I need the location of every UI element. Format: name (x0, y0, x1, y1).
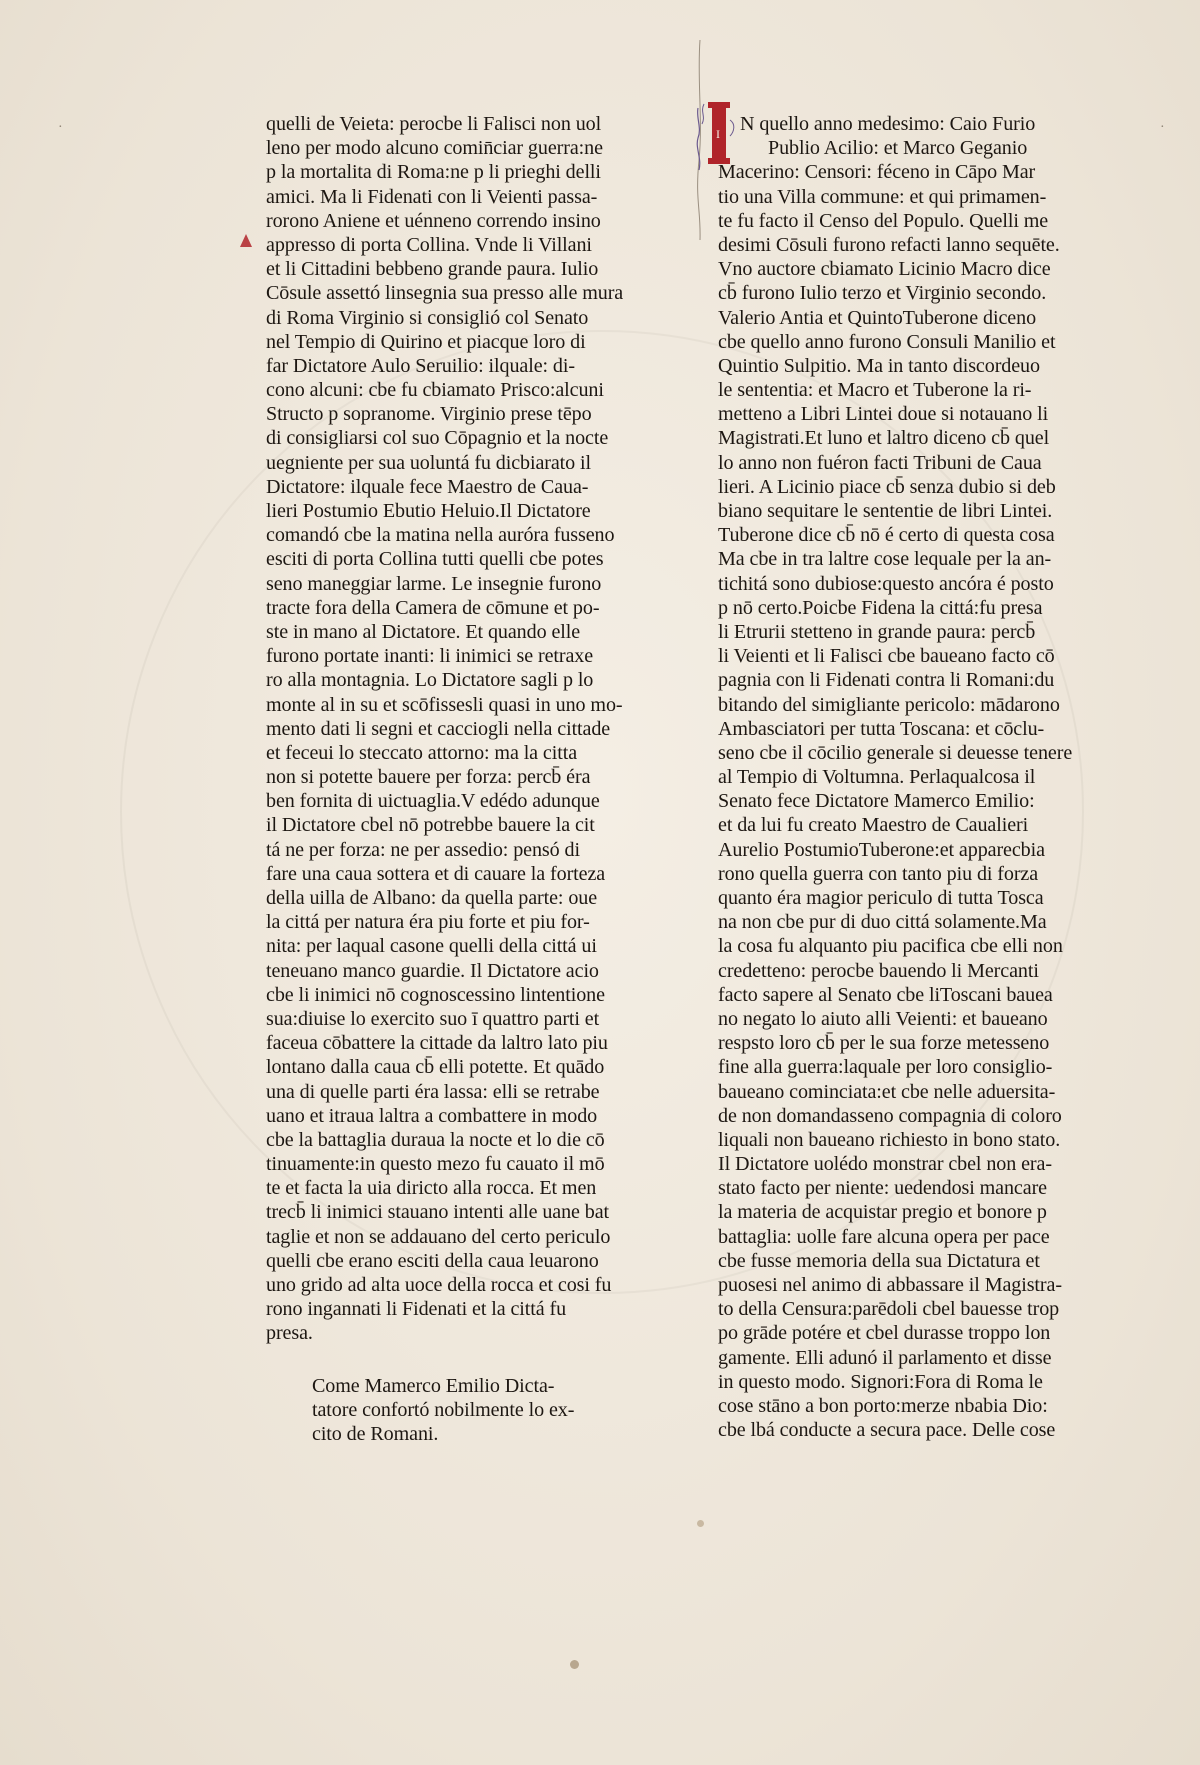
text-line: ro alla montagnia. Lo Dictatore sagli p lo (266, 669, 594, 692)
text-line: et da lui fu creato Maestro de Caualieri (718, 814, 1029, 837)
text-line: leno per modo alcuno comin̄ciar guerra:ne (266, 137, 603, 160)
text-line: Il Dictatore uolédo monstrar cbel non era- (718, 1153, 1052, 1176)
red-paragraph-mark (237, 232, 255, 250)
text-line: cbe fusse memoria della sua Dictatura et (718, 1249, 1040, 1272)
text-line: lo anno non fuéron facti Tribuni de Caua (718, 451, 1042, 474)
text-line: uegniente per sua uoluntá fu dicbiarato il (266, 451, 592, 474)
text-line: lieri. A Licinio piace cb̄ senza dubio si deb (718, 475, 1056, 498)
text-line: monte al in su et scōfissesli quasi in uno mo- (266, 693, 623, 716)
text-line: una di quelle parti éra lassa: elli se retrabe (266, 1080, 600, 1103)
right-column-text (718, 112, 1084, 1442)
text-line: battaglia: uolle fare alcuna opera per pace (718, 1225, 1050, 1248)
text-line: credetteno: perocbe bauendo li Mercanti (718, 959, 1039, 982)
text-line: di consigliarsi col suo Cōpagnio et la nocte (266, 427, 609, 450)
text-line: di Roma Virginio si consiglió col Senato (266, 306, 589, 329)
text-line: puosesi nel animo di abbassare il Magistra- (718, 1274, 1062, 1296)
text-line: po grāde potére et cbel durasse troppo lon (718, 1322, 1051, 1345)
text-line: p nō certo.Poicbe Fidena la cittá:fu presa (718, 596, 1043, 619)
text-line: il Dictatore cbel nō potrebbe bauere la cit (266, 814, 595, 837)
text-line: amici. Ma li Fidenati con li Veienti passa- (266, 185, 598, 208)
text-line: facto sapere al Senato cbe liToscani bauea (718, 983, 1053, 1006)
text-line: de non domandasseno compagnia di coloro (718, 1104, 1062, 1127)
text-line: nel Tempio di Quirino et piacque loro di (266, 330, 586, 353)
text-line: esciti di porta Collina tutti quelli cbe potes (266, 548, 604, 571)
text-line: ben fornita di uictuaglia.V edédo adunque (266, 790, 600, 813)
paper-stain (697, 1520, 704, 1527)
heading-line: Come Mamerco Emilio Dicta- (312, 1374, 555, 1397)
text-line: Quintio Sulpitio. Ma in tanto discordeuo (718, 354, 1040, 377)
text-line: te fu facto il Censo del Populo. Quelli me (718, 209, 1049, 232)
text-line: quanto éra magior periculo di tutta Tosca (718, 887, 1044, 909)
text-line: quelli de Veieta: perocbe li Falisci non uol (266, 113, 602, 135)
text-line: Vno auctore cbiamato Licinio Macro dice (718, 258, 1051, 281)
text-line: tracte fora della Camera de cōmune et po- (266, 596, 600, 619)
text-line: cbe lbá conducte a secura pace. Delle cose (718, 1419, 1056, 1442)
text-line: appresso di porta Collina. Vnde li Villani (266, 233, 592, 256)
text-line: N quello anno medesimo: Caio Furio (740, 113, 1036, 135)
text-line: taglie et non se addauano del certo periculo (266, 1225, 611, 1248)
text-line: fine alla guerra:laquale per loro consiglio- (718, 1056, 1053, 1079)
text-line: quelli cbe erano esciti della caua leuarono (266, 1249, 599, 1272)
text-line: presa. (266, 1322, 313, 1345)
heading-line: tatore confortó nobilmente lo ex- (312, 1398, 575, 1421)
text-line: p la mortalita di Roma:ne p li prieghi delli (266, 161, 601, 184)
text-line: Structo p sopranome. Virginio prese tēpo (266, 403, 592, 426)
text-line: cono alcuni: cbe fu cbiamato Prisco:alcuni (266, 379, 604, 402)
text-line: la materia de acquistar pregio et bonore p (718, 1201, 1047, 1224)
text-line: cose stāno a bon porto:merze nbabia Dio: (718, 1394, 1048, 1417)
text-line: tio una Villa commune: et qui primamen- (718, 185, 1047, 208)
text-line: liquali non baueano richiesto in bono stato. (718, 1128, 1061, 1151)
text-line: no negato lo aiuto alli Veienti: et baueano (718, 1007, 1048, 1030)
text-line: Macerino: Censori: féceno in Cāpo Mar (718, 161, 1036, 184)
text-line: lieri Postumio Ebutio Heluio.Il Dictatore (266, 500, 591, 522)
text-line: far Dictatore Aulo Seruilio: ilquale: di- (266, 354, 575, 377)
text-line: lontano dalla caua cb̄ elli potette. Et quādo (266, 1056, 605, 1079)
text-line: in questo modo. Signori:Fora di Roma le (718, 1370, 1043, 1393)
text-line: et feceui lo steccato attorno: ma la citta (266, 741, 578, 764)
text-line: gamente. Elli adunó il parlamento et disse (718, 1346, 1052, 1369)
text-line: uano et itraua laltra a combattere in modo (266, 1104, 598, 1127)
text-line: tá ne per forza: ne per assedio: pensó di (266, 838, 580, 861)
left-column-text (266, 112, 624, 1346)
text-line: li Etrurii stetteno in grande paura: percb̄ (718, 620, 1036, 643)
text-line: trecb̄ li inimici stauano intenti alle uane bat (266, 1201, 610, 1224)
text-line: non si potette bauere per forza: percb̄ éra (266, 766, 591, 789)
text-line: le sententia: et Macro et Tuberone la ri- (718, 379, 1032, 402)
text-line: cbe li inimici nō cognoscessino lintentione (266, 983, 605, 1006)
text-line: cbe la battaglia duraua la nocte et lo die cō (266, 1128, 605, 1151)
text-line: Ambasciatori per tutta Toscana: et cōclu- (718, 717, 1045, 740)
text-line: respsto loro cb̄ per le sua forze metesseno (718, 1032, 1050, 1055)
text-line: bitando del simigliante pericolo: mādarono (718, 693, 1060, 716)
text-line: nita: per laqual casone quelli della cittá ui (266, 935, 597, 958)
text-line: Senato fece Dictatore Mamerco Emilio: (718, 790, 1035, 813)
text-line: te et facta la uia diricto alla rocca. Et men (266, 1177, 597, 1200)
text-line: della uilla de Albano: da quella parte: oue (266, 887, 598, 909)
text-line: rono ingannati li Fidenati et la cittá fu (266, 1298, 567, 1321)
text-line: to della Censura:parēdoli cbel bauesse trop (718, 1298, 1060, 1321)
text-line: fare una caua sottera et di cauare la forteza (266, 862, 606, 885)
text-line: stato facto per niente: uedendosi mancare (718, 1177, 1047, 1200)
text-line: seno cbe il cōcilio generale si deuesse tenere (718, 741, 1073, 764)
text-line: li Veienti et li Falisci cbe baueano facto cō (718, 645, 1055, 668)
text-line: desimi Cōsuli furono refacti lanno sequēte. (718, 233, 1060, 256)
text-line: sua:diuise lo exercito suo ī quattro parti et (266, 1007, 600, 1030)
right-column (718, 112, 1084, 1442)
text-line: metteno a Libri Lintei doue si notauano li (718, 403, 1049, 426)
text-line: ste in mano al Dictatore. Et quando elle (266, 620, 581, 643)
chapter-heading (266, 1374, 621, 1447)
text-line: Publio Acilio: et Marco Geganio (768, 137, 1028, 160)
svg-text:I: I (716, 127, 720, 141)
text-line: la cosa fu alquanto piu pacifica cbe elli non (718, 935, 1063, 958)
text-line: tichitá sono dubiose:questo ancóra é posto (718, 572, 1054, 595)
text-line: Ma cbe in tra laltre cose lequale per la an- (718, 548, 1052, 571)
text-line: mento dati li segni et cacciogli nella cittade (266, 717, 611, 740)
text-line: rorono Aniene et uénneno correndo insino (266, 209, 601, 232)
text-line: comandó cbe la matina nella auróra fusseno (266, 524, 615, 547)
text-line: la cittá per natura éra piu forte et piu for- (266, 911, 590, 934)
text-line: baueano cominciata:et cbe nelle aduersita- (718, 1080, 1056, 1103)
text-line: al Tempio di Voltumna. Perlaqualcosa il (718, 766, 1036, 789)
margin-wormhole: · (58, 120, 63, 135)
text-line: rono quella guerra con tanto piu di forza (718, 862, 1039, 885)
text-line: biano sequitare le sententie de libri Lintei. (718, 500, 1053, 522)
text-line: faceua cōbattere la cittade da laltro lato piu (266, 1032, 608, 1055)
text-line: tinuamente:in questo mezo fu cauato il mō (266, 1153, 605, 1176)
text-line: na non cbe pur di duo cittá solamente.Ma (718, 911, 1047, 934)
text-line: Valerio Antia et QuintoTuberone diceno (718, 306, 1037, 329)
heading-line: cito de Romani. (312, 1422, 439, 1445)
paper-stain (570, 1660, 579, 1669)
text-line: pagnia con li Fidenati contra li Romani:du (718, 669, 1055, 692)
text-line: seno maneggiar larme. Le insegnie furono (266, 572, 602, 595)
text-line: Aurelio PostumioTuberone:et apparecbia (718, 838, 1045, 861)
text-line: Tuberone dice cb̄ nō é certo di questa cosa (718, 524, 1055, 547)
text-line: teneuano manco guardie. Il Dictatore acio (266, 959, 599, 982)
text-line: cbe quello anno furono Consuli Manilio et (718, 330, 1056, 353)
text-line: furono portate inanti: li inimici se retraxe (266, 645, 594, 668)
text-line: Cōsule assettó linsegnia sua presso alle mura (266, 282, 624, 305)
text-line: uno grido ad alta uoce della rocca et cosi fu (266, 1274, 612, 1296)
left-column (266, 112, 624, 1446)
margin-wormhole: · (1160, 120, 1165, 135)
text-line: Dictatore: ilquale fece Maestro de Caua- (266, 475, 589, 498)
text-line: cb̄ furono Iulio terzo et Virginio secondo. (718, 282, 1047, 305)
text-line: et li Cittadini bebbeno grande paura. Iulio (266, 258, 599, 281)
text-line: Magistrati.Et luno et laltro diceno cb̄ quel (718, 427, 1050, 450)
